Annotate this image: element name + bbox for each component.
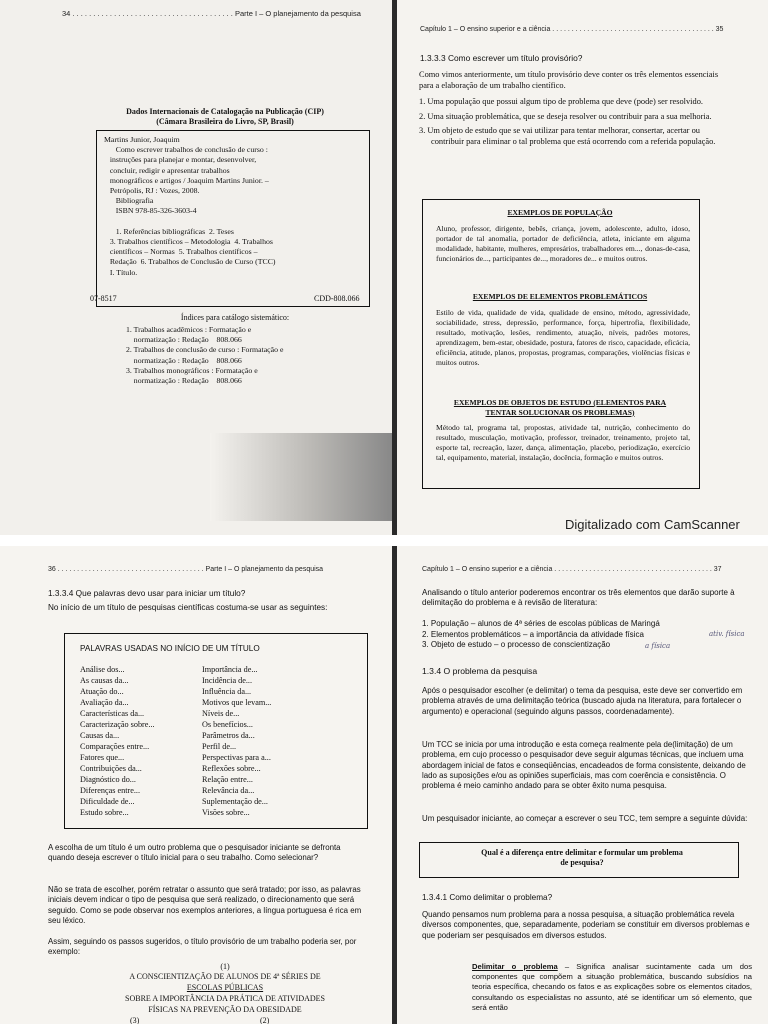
- elements-list: [419, 97, 719, 151]
- title-words-heading: PALAVRAS USADAS NO INÍCIO DE UM TÍTULO: [80, 644, 260, 653]
- list-item: 1. População – alunos de 4ª séries de escolas públicas de Maringá: [422, 619, 660, 628]
- word-item: Atuação do...: [80, 687, 124, 696]
- card-number: 07-8517: [90, 294, 117, 303]
- page-header: Capítulo 1 – O ensino superior e a ciência . . . . . . . . . . . . . . . . . . . . . . . . . . . . . . . . . . . . . . . . . . 35: [420, 26, 724, 33]
- index-line: normatização : Redação 808.066: [126, 376, 242, 386]
- catalog-card-text: [104, 135, 368, 278]
- question-text: Qual é a diferença entre delimitar e formular um problema de pesquisa?: [481, 848, 683, 868]
- page-36: [0, 546, 392, 1024]
- paragraph-3: Assim, seguindo os passos sugeridos, o título provisório de um trabalho poderia ser, por exemplo:: [48, 937, 357, 957]
- intro-text: No início de um título de pesquisas científicas costuma-se usar as seguintes:: [48, 603, 328, 612]
- section-heading: 1.3.3.3 Como escrever um título provisório?: [420, 53, 583, 63]
- card-line: monográficos e artigos / Joaquim Martins Junior. –: [104, 175, 269, 185]
- index-line: 1. Trabalhos acadêmicos : Formatação e: [126, 325, 252, 334]
- word-item: Incidência de...: [202, 676, 253, 685]
- word-item: Causas da...: [80, 731, 120, 740]
- card-line: 3. Trabalhos científicos – Metodologia 4. Trabalhos: [104, 237, 273, 247]
- paragraph-2: Não se trata de escolher, porém retratar o assunto que será tratado; por isso, as palavras iniciais devem indicar o tipo de pesquisa que será realizado, o direcionamento que será seguido. Como se pode observar nos exemplos anteriores, a língua portuguesa é rica em seu léxico.: [48, 885, 362, 925]
- definition: [472, 962, 752, 1013]
- intro-text: Analisando o título anterior poderemos encontrar os três elementos que darão suporte à delimitação do problema e à revisão de literatura:: [422, 588, 735, 608]
- section-heading: 1.3.3.4 Que palavras devo usar para iniciar um título?: [48, 588, 246, 598]
- word-item: Fatores que...: [80, 753, 125, 762]
- word-item: Diagnóstico do...: [80, 775, 136, 784]
- word-item: Influência da...: [202, 687, 252, 696]
- example-line-1: A CONSCIENTIZAÇÃO DE ALUNOS DE 4ª SÉRIES DE: [129, 972, 321, 981]
- list-item: 2. Uma situação problemática, que se deseja resolver ou contribuir para a sua melhoria.: [419, 111, 712, 121]
- list-item: 3. Objeto de estudo – o processo de conscientização: [422, 640, 611, 650]
- word-item: Caracterização sobre...: [80, 720, 155, 729]
- subsection-heading: 1.3.4.1 Como delimitar o problema?: [422, 893, 553, 902]
- word-item: Dificuldade de...: [80, 797, 135, 806]
- examples-objects-title: EXEMPLOS DE OBJETOS DE ESTUDO (ELEMENTOS PARA TENTAR SOLUCIONAR OS PROBLEMAS): [453, 398, 667, 417]
- page-header: Capítulo 1 – O ensino superior e a ciência . . . . . . . . . . . . . . . . . . . . . . . . . . . . . . . . . . . . . . . . . 37: [422, 566, 722, 573]
- paragraph-2: Um TCC se inicia por uma introdução e esta começa realmente pela de(limitação) de um problema, em cujo processo o pesquisador deve seguir algumas técnicas, que incluem uma abordagem inicial de fatos e conseqüências, encadeados de forma consistente, deixando de lado as suposições e/ou as opiniões superficiais, mas com coerência e consistência. O problema é meio caminho andado para se obter êxito numa pesquisa.: [422, 740, 746, 791]
- paragraph-1: A escolha de um título é um outro problema que o pesquisador iniciante se defronta quando deseja escrever o título inicial para o seu trabalho. Como selecionar?: [48, 843, 341, 863]
- word-item: Relação entre...: [202, 775, 253, 784]
- definition-term: Delimitar o problema: [472, 962, 558, 971]
- words-column-1: [80, 664, 155, 818]
- intro: Como vimos anteriormente, um título provisório deve conter os três elementos essenciais para a elaboração de um trabalho científico.: [419, 70, 719, 90]
- word-item: Motivos que levam...: [202, 698, 272, 707]
- word-item: Perspectivas para a...: [202, 753, 271, 762]
- definition-text: – Significa analisar sucintamente cada um dos componentes que compõem a situação problemática, buscando subsídios na teoria específica, checando os fatos e as explicações sobre os elementos citados, consultando os especialistas no assunto, até se identificar um só elemento, que será então: [472, 962, 752, 1012]
- examples-problems-text: Estilo de vida, qualidade de vida, qualidade de ensino, método, agressividade, sociabilidade, stress, depressão, performance, força, hipertrofia, flexibilidade, resultado, motivação, lesões, rendimento, atuação, níveis, padrões motores, aprendizagem, bem-estar, obesidade, postura, fatores de risco, capacidade, eficácia, eficiência, atitude, planos, propostas, programas, comparações, violências físicas e muitos outros.: [436, 308, 690, 367]
- index-line: normatização : Redação 808.066: [126, 355, 242, 365]
- camscanner-watermark: Digitalizado com CamScanner: [565, 517, 740, 532]
- page-header: 34 . . . . . . . . . . . . . . . . . . . . . . . . . . . . . . . . . . . . . . . Parte I – O planejamento da pesquisa: [62, 9, 361, 18]
- card-line: concluir, redigir e apresentar trabalhos: [104, 165, 230, 175]
- example-number-1: (1): [220, 962, 230, 971]
- word-item: Comparações entre...: [80, 742, 150, 751]
- card-line: Como escrever trabalhos de conclusão de curso :: [104, 145, 268, 155]
- word-item: Diferenças entre...: [80, 786, 141, 795]
- section-heading: 1.3.4 O problema da pesquisa: [422, 666, 538, 676]
- card-line: Martins Junior, Joaquim: [104, 135, 180, 144]
- words-column-2: [202, 664, 271, 818]
- elements-list: [422, 619, 722, 651]
- handwritten-note-1: ativ. física: [709, 630, 745, 638]
- page-35: [397, 0, 768, 535]
- word-item: Os benefícios...: [202, 720, 253, 729]
- word-item: As causas da...: [80, 676, 129, 685]
- word-item: Características da...: [80, 709, 145, 718]
- paragraph-3: Um pesquisador iniciante, ao começar a escrever o seu TCC, tem sempre a seguinte dúvida:: [422, 814, 748, 823]
- examples-population-title: EXEMPLOS DE POPULAÇÃO: [507, 208, 613, 217]
- page-header: 36 . . . . . . . . . . . . . . . . . . . . . . . . . . . . . . . . . . . . . . Parte I – O planejamento da pesquisa: [48, 566, 324, 573]
- example-line-2: ESCOLAS PÚBLICAS: [186, 983, 264, 992]
- word-item: Reflexões sobre...: [202, 764, 261, 773]
- word-item: Análise dos...: [80, 665, 125, 674]
- handwritten-note-2: a física: [645, 642, 671, 650]
- scan-shadow: [210, 433, 392, 521]
- card-line: [104, 217, 368, 227]
- page-34: [0, 0, 392, 535]
- word-item: Parâmetros da...: [202, 731, 255, 740]
- word-item: Avaliação da...: [80, 698, 129, 707]
- card-line: ISBN 978-85-326-3603-4: [104, 206, 197, 216]
- word-item: Estudo sobre...: [80, 808, 129, 817]
- card-line: Redação 6. Trabalhos de Conclusão de Curso (TCC): [104, 257, 276, 267]
- index-line: normatização : Redação 808.066: [126, 335, 242, 345]
- paragraph-4: Quando pensamos num problema para a nossa pesquisa, a situação problemática revela diversos componentes, que, separadamente, poderiam se constituir em diversos problemas e que poderiam ser pesquisados em diversos estudos.: [422, 910, 750, 940]
- card-line: 1. Referências bibliográficas 2. Teses: [104, 226, 234, 236]
- list-item: 3. Um objeto de estudo que se vai utilizar para tentar melhorar, consertar, acertar ou contribuir para eliminar o tal problema que está ocorrendo com a referida população.: [419, 126, 716, 146]
- paragraph-1: Após o pesquisador escolher (e delimitar) o tema da pesquisa, este deve ser convertido em problema através de uma delimitação teórica (buscado ajuda na literatura, para fortalecer o argumento) e operacional (seguindo alguns passos, coordenadamente).: [422, 686, 743, 716]
- cip-subtitle: (Câmara Brasileira do Livro, SP, Brasil): [156, 117, 294, 126]
- index-list: [126, 325, 386, 386]
- example-number-3: (3): [130, 1016, 140, 1024]
- word-item: Perfil de...: [202, 742, 237, 751]
- word-item: Níveis de...: [202, 709, 240, 718]
- examples-problems-title: EXEMPLOS DE ELEMENTOS PROBLEMÁTICOS: [472, 292, 648, 301]
- list-item: 1. Uma população que possui algum tipo de problema que deve (pode) ser resolvido.: [419, 97, 703, 106]
- cip-title: Dados Internacionais de Catalogação na Publicação (CIP): [126, 107, 324, 116]
- examples-population-text: Aluno, professor, dirigente, bebês, criança, jovem, adolescente, adulto, idoso, portador de tal anomalia, portador de deficiência, atleta, iniciante em alguma modalidade, habitante, mulheres, empresários, trabalhadores em..., donas-de-casa, funcionários de..., participantes de..., moradores de... e muitos outros.: [436, 224, 690, 263]
- card-line: Petrópolis, RJ : Vozes, 2008.: [104, 186, 200, 196]
- word-item: Importância de...: [202, 665, 258, 674]
- list-item: 2. Elementos problemáticos – a importância da atividade física: [422, 629, 644, 639]
- card-line: instruções para planejar e montar, desenvolver,: [104, 155, 257, 165]
- page-37: [397, 546, 768, 1024]
- center-divider-horizontal: [0, 535, 768, 546]
- word-item: Contribuições da...: [80, 764, 142, 773]
- center-divider-vertical: [392, 0, 397, 1024]
- index-title: Índices para catálogo sistemático:: [180, 313, 290, 322]
- word-item: Suplementação de...: [202, 797, 268, 806]
- index-line: 2. Trabalhos de conclusão de curso : Formatação e: [126, 345, 284, 355]
- example-number-2: (2): [260, 1016, 270, 1024]
- index-line: 3. Trabalhos monográficos : Formatação e: [126, 365, 258, 375]
- examples-objects-text: Método tal, programa tal, propostas, atividade tal, nutrição, conhecimento do resultado, musculação, motivação, professor, treinador, treinamento, projeto tal, esporte tal, recreação, lazer, dança, alimentação, placebo, periodização, exercício tal, equipamento, material, instalação, docência, formação e muitos outros.: [436, 423, 690, 462]
- card-cdd: CDD-808.066: [314, 294, 360, 303]
- example-line-3: SOBRE A IMPORTÂNCIA DA PRÁTICA DE ATIVIDADES: [125, 994, 325, 1003]
- word-item: Relevância da...: [202, 786, 255, 795]
- card-line: I. Título.: [104, 267, 138, 277]
- word-item: Visões sobre...: [202, 808, 250, 817]
- card-line: Bibliografia: [104, 196, 154, 206]
- card-line: científicos – Normas 5. Trabalhos científicos –: [104, 247, 258, 257]
- example-line-4: FÍSICAS NA PREVENÇÃO DA OBESIDADE: [148, 1005, 302, 1014]
- intro-text: [419, 70, 719, 91]
